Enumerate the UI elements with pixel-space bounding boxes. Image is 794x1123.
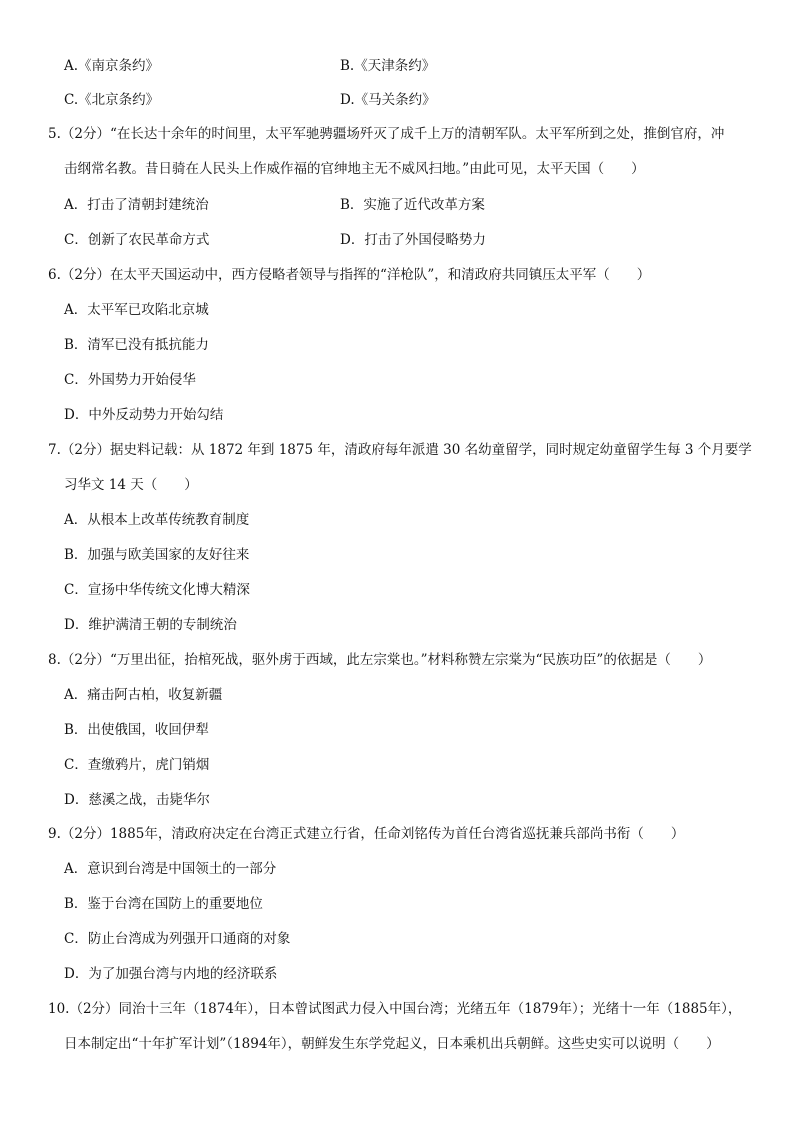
q8-option-d: D．慈溪之战，击毙华尔 (64, 792, 210, 808)
q7-option-a: A．从根本上改革传统教育制度 (64, 512, 250, 528)
q8-option-b: B．出使俄国，收回伊犁 (64, 722, 209, 738)
q7-option-b: B．加强与欧美国家的友好往来 (64, 547, 250, 563)
q5-option-d: D．打击了外国侵略势力 (340, 232, 486, 248)
q9-option-b: B．鉴于台湾在国防上的重要地位 (64, 896, 263, 912)
q7-stem-line1: 7.（2分）据史料记载：从 1872 年到 1875 年，清政府每年派遣 30 名幼童留学，同时规定幼童留学生每 3 个月要学 (48, 442, 752, 458)
q8-option-a: A．痛击阿古柏，收复新疆 (64, 687, 223, 703)
q9-option-a: A．意识到台湾是中国领土的一部分 (64, 861, 277, 877)
q5-option-b: B．实施了近代改革方案 (340, 197, 485, 213)
q4-option-a: A.《南京条约》 (64, 58, 160, 74)
q4-option-c: C.《北京条约》 (64, 92, 160, 108)
q6-stem-line1: 6.（2分）在太平天国运动中，西方侵略者领导与指挥的“洋枪队”，和清政府共同镇压太平军（ ） (48, 267, 651, 283)
q4-option-b: B.《天津条约》 (340, 58, 436, 74)
q10-stem-line1: 10.（2分）同治十三年（1874年），日本曾试图武力侵入中国台湾；光绪五年（1879年）；光绪十一年（1885年）， (48, 1001, 742, 1017)
q4-option-d: D.《马关条约》 (340, 92, 436, 108)
q5-stem-line2: 击纲常名教。昔日骑在人民头上作威作福的官绅地主无不威风扫地。”由此可见，太平天国（ ） (64, 161, 645, 177)
q7-stem-line2: 习华文 14 天（ ） (64, 477, 198, 493)
q9-option-c: C．防止台湾成为列强开口通商的对象 (64, 931, 291, 947)
q8-stem-line1: 8.（2分）“万里出征，抬棺死战，驱外虏于西域，此左宗棠也。”材料称赞左宗棠为“民族功臣”的依据是（ ） (48, 652, 712, 668)
q5-option-a: A．打击了清朝封建统治 (64, 197, 209, 213)
q7-option-c: C．宣扬中华传统文化博大精深 (64, 582, 250, 598)
q8-option-c: C．查缴鸦片，虎门销烟 (64, 757, 210, 773)
q6-option-a: A．太平军已攻陷北京城 (64, 302, 209, 318)
q5-option-c: C．创新了农民革命方式 (64, 232, 210, 248)
q6-option-b: B．清军已没有抵抗能力 (64, 337, 209, 353)
q7-option-d: D．维护满清王朝的专制统治 (64, 617, 237, 633)
q9-stem-line1: 9.（2分）1885年，清政府决定在台湾正式建立行省，任命刘铭传为首任台湾省巡抚兼兵部尚书衔（ ） (48, 826, 685, 842)
q5-stem-line1: 5.（2分）“在长达十余年的时间里，太平军驰骋疆场歼灭了成千上万的清朝军队。太平军所到之处，推倒官府，冲 (48, 126, 725, 142)
q6-option-d: D．中外反动势力开始勾结 (64, 407, 224, 423)
q10-stem-line2: 日本制定出“十年扩军计划”（1894年），朝鲜发生东学党起义，日本乘机出兵朝鲜。这些史实可以说明（ ） (64, 1036, 720, 1052)
q6-option-c: C．外国势力开始侵华 (64, 372, 196, 388)
q9-option-d: D．为了加强台湾与内地的经济联系 (64, 966, 278, 982)
